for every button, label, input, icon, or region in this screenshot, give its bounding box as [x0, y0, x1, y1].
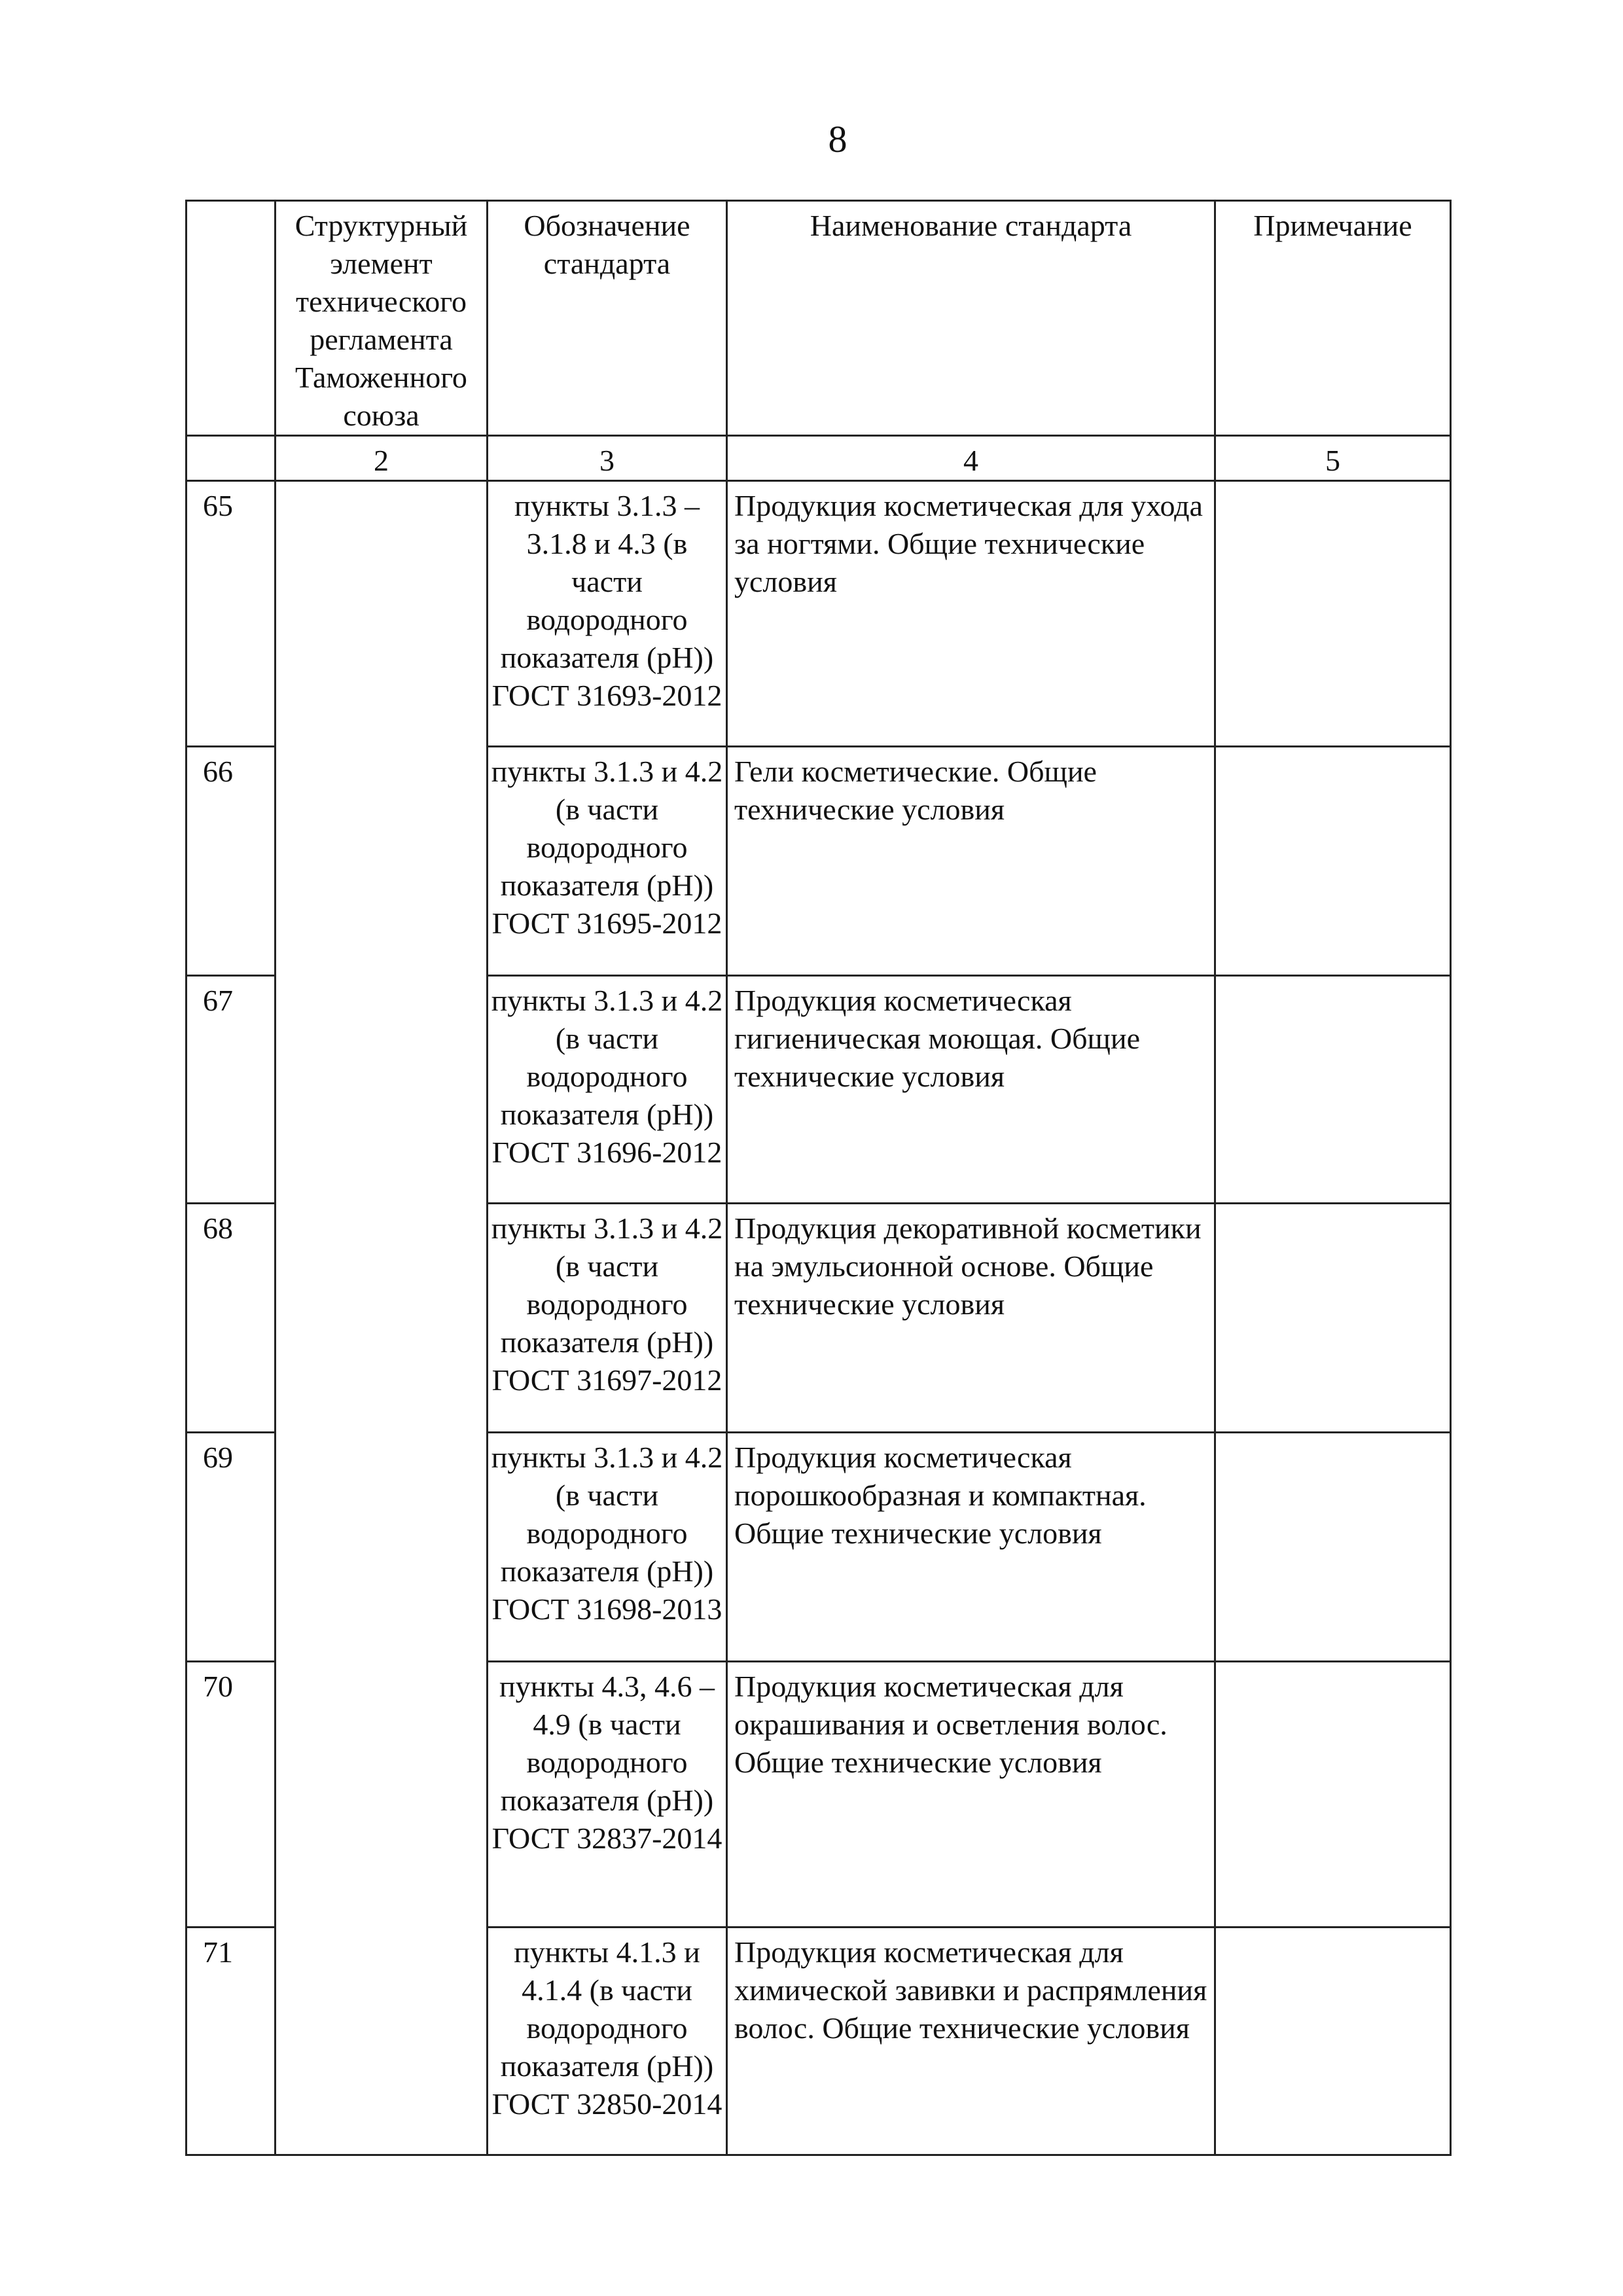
page-number: 8 [828, 118, 847, 160]
standard-name: Продукция косметическая для окрашивания и осветления волос. Общие технические условия [727, 1662, 1215, 1928]
note-cell [1215, 1204, 1451, 1433]
standards-table [185, 200, 1452, 2156]
standard-name: Продукция косметическая для химической завивки и распрямления волос. Общие технические условия [727, 1928, 1215, 2155]
header-standard-designation: Обозначение стандарта [488, 201, 727, 436]
column-number-3: 3 [488, 436, 727, 481]
column-number-1 [187, 436, 276, 481]
note-cell [1215, 1662, 1451, 1928]
standard-name: Продукция косметическая порошкообразная и компактная. Общие технические условия [727, 1433, 1215, 1662]
row-number: 71 [187, 1928, 276, 2155]
column-number-2: 2 [276, 436, 488, 481]
row-number: 67 [187, 976, 276, 1204]
column-number-5: 5 [1215, 436, 1451, 481]
row-number: 65 [187, 481, 276, 747]
standard-designation: пункты 4.3, 4.6 – 4.9 (в части водородного показателя (pH)) ГОСТ 32837-2014 [488, 1662, 727, 1928]
structural-element-cell [276, 481, 488, 2155]
row-number: 70 [187, 1662, 276, 1928]
standard-designation: пункты 4.1.3 и 4.1.4 (в части водородного показателя (pH)) ГОСТ 32850-2014 [488, 1928, 727, 2155]
note-cell [1215, 1433, 1451, 1662]
table-row [187, 481, 1451, 747]
standard-designation: пункты 3.1.3 и 4.2 (в части водородного показателя (pH)) ГОСТ 31698-2013 [488, 1433, 727, 1662]
header-note: Примечание [1215, 201, 1451, 436]
standard-name: Гели косметические. Общие технические условия [727, 747, 1215, 976]
row-number: 68 [187, 1204, 276, 1433]
standard-name: Продукция косметическая для ухода за ногтями. Общие технические условия [727, 481, 1215, 747]
column-number-4: 4 [727, 436, 1215, 481]
standard-designation: пункты 3.1.3 и 4.2 (в части водородного показателя (pH)) ГОСТ 31697-2012 [488, 1204, 727, 1433]
standard-designation: пункты 3.1.3 – 3.1.8 и 4.3 (в части водородного показателя (pH)) ГОСТ 31693-2012 [488, 481, 727, 747]
note-cell [1215, 976, 1451, 1204]
header-structural-element: Структурный элемент технического регламента Таможенного союза [276, 201, 488, 436]
standard-designation: пункты 3.1.3 и 4.2 (в части водородного показателя (pH)) ГОСТ 31695-2012 [488, 747, 727, 976]
row-number: 66 [187, 747, 276, 976]
table-header-row [187, 201, 1451, 436]
note-cell [1215, 747, 1451, 976]
header-standard-name: Наименование стандарта [727, 201, 1215, 436]
column-number-row [187, 436, 1451, 481]
note-cell [1215, 1928, 1451, 2155]
note-cell [1215, 481, 1451, 747]
row-number: 69 [187, 1433, 276, 1662]
header-row-number [187, 201, 276, 436]
standard-name: Продукция декоративной косметики на эмульсионной основе. Общие технические условия [727, 1204, 1215, 1433]
standard-name: Продукция косметическая гигиеническая моющая. Общие технические условия [727, 976, 1215, 1204]
standard-designation: пункты 3.1.3 и 4.2 (в части водородного показателя (pH)) ГОСТ 31696-2012 [488, 976, 727, 1204]
